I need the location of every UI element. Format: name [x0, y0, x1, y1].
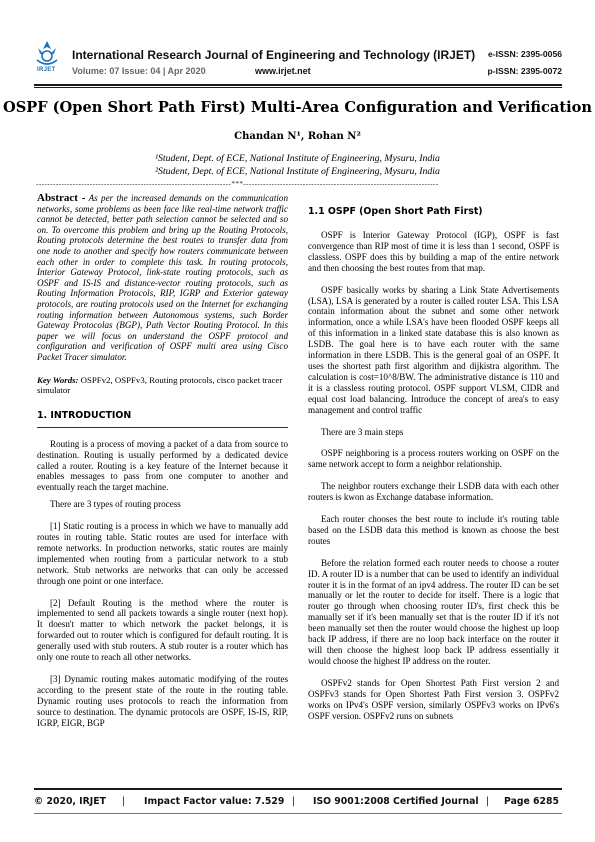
affiliation-2: ²Student, Dept. of ECE, National Institute of Engineering, Mysuru, India [155, 166, 440, 177]
header-divider [34, 84, 562, 86]
section-rule [37, 427, 288, 428]
footer-separator: | [292, 796, 296, 807]
paragraph: Routing is a process of moving a packet of a data from source to destination. Routing is usually performed by a dedicated device called a router. Routing is a key feature of the Internet because it enables messages to pass from one computer to another and eventually reach the target machine. [37, 438, 288, 493]
paragraph: OSPF neighboring is a process routers working on OSPF on the same network accept to form a neighbor relationship. [308, 448, 559, 470]
footer-copyright: © 2020, IRJET [34, 796, 106, 807]
p-issn: p-ISSN: 2395-0072 [487, 66, 562, 76]
paragraph: OSPFv2 stands for Open Shortest Path First version 2 and OSPFv3 stands for Open Shortest Path First version 3. OSPFv2 works on IPv4's OSPF version, similarly OSPFv3 works on IPv6's OSPF version. OSPFv2 runs on subnets [308, 677, 559, 721]
logo-text: IRJET [37, 67, 56, 73]
journal-url[interactable]: www.irjet.net [255, 66, 311, 76]
paragraph: OSPF basically works by sharing a Link State Advertisements (LSA), LSA is generated by a router is called router LSA. This LSA contain information about the subnet and some other network information, once a while LSA's have been flooded OSPF keeps all of this information in a linked state database this is also known as LSDB. The goal here is to have each router with the same information in there LSDB. This is the general goal of an OSPF. It uses the shortest path first algorithm and dijkistra algorithm. The calculation is cost=10^8/BW. The administrative distance is 110 and it is a classless routing protocol. OSPF support VLSM, CIDR and equal cost load balancing. Introduce the concept of area's to easy management and control traffic [308, 284, 559, 415]
paragraph: [3] Dynamic routing makes automatic modifying of the routes according to the present state of the route in the routing table. Dynamic routing uses protocols to reach the information from source to destination. The dynamic protocols are OSPF, IS-IS, RIP, IGRP, EIGR, BGP [37, 674, 288, 728]
right-column [308, 206, 559, 721]
footer-separator: | [122, 796, 126, 807]
paper-title: OSPF (Open Short Path First) Multi-Area Configuration and Verification [2, 99, 593, 116]
paragraph: Each router chooses the best route to include it's routing table based on the LSDB data this method is known as choose the best routes [308, 514, 559, 546]
paragraph: OSPF is Interior Gateway Protocol (IGP), OSPF is fast convergence than RIP most of time it is less than 1 second, OSPF is classless. OSPF does this by building a map of the entire network and then choosing the best routes from that map. [308, 230, 559, 273]
e-issn: e-ISSN: 2395-0056 [487, 49, 562, 59]
paragraph: Before the relation formed each router needs to choose a router ID. A router ID is a number that can be used to identify an individual router it is in the format of an ipv4 address. The router ID can be set manually or let the router to decide for itself. There is a logic that router go through when choosing router ID's, first check this be manually set if it's been manually set that is the router ID if it's not been manually set then the router would choose the highest up loop back IP address, if there are no loop back interface on the router it will then choose the highest loop back IP address essentially it would choose the highest IP address on the router. [308, 557, 559, 666]
abstract [37, 193, 288, 363]
paragraph: [1] Static routing is a process in which we have to manually add routes in routing table. Static routes are used for interface with remote networks. In production networks, static routes are mainly implemented when routing from a particular network to a stub network. Stub networks are networks that can only be accessed through one point or one interface. [37, 521, 288, 586]
left-column [37, 193, 288, 729]
keywords-label: Key Words: [37, 374, 79, 385]
journal-header [34, 40, 562, 82]
paper-authors: Chandan N¹, Rohan N² [234, 131, 361, 142]
footer-divider-thin [34, 813, 562, 814]
footer-separator: | [486, 796, 490, 807]
section-divider: ---------------------------------------------------------------------***--------------------------------------------------------------------- [36, 180, 439, 188]
section-heading-introduction: 1. INTRODUCTION [37, 409, 132, 421]
header-divider-thin [34, 87, 562, 88]
footer-page-number: Page 6285 [504, 796, 559, 807]
paragraph: There are 3 types of routing process [50, 499, 181, 510]
keywords-text: OSPFv2, OSPFv3, Routing protocols, cisco packet tracer simulator [37, 374, 283, 396]
paragraph: The neighbor routers exchange their LSDB data with each other routers is kwon as Exchange database information. [308, 481, 559, 503]
volume-issue: Volume: 07 Issue: 04 | Apr 2020 [72, 66, 206, 76]
footer-divider [34, 788, 562, 790]
section-heading-ospf: 1.1 OSPF (Open Short Path First) [308, 206, 483, 217]
journal-title: International Research Journal of Engineering and Technology (IRJET) [72, 48, 476, 62]
abstract-label: Abstract - [37, 192, 86, 204]
paragraph: There are 3 main steps [321, 426, 404, 437]
abstract-text: As per the increased demands on the communication networks, some problems as been face like real-time network traffic cannot be detected, better path selection cannot be selected and so on. To overcome this problem and bring up the Routing Protocols, Routing protocols determine the best routes to transfer data from one node to another and specify how routers communicate between each other in order to complete this task. In routing protocols, Interior Gateway Protocol, link-state routing protocols, such as OSPF and IS-IS and distance-vector routing protocols, such as Routing Information Protocols, RIP, IGRP and Exterior gateway protocols, are routing protocols used on the Internet for exchanging routing information between Autonomous systems, such Border Gateway Protocolas (BGP), Path Vector Routing Protocol. In this paper we will focus on understand the OSPF protocol and configuration and verification of OSPF multi area using Cisco Packet Tracer simulator. [37, 193, 288, 362]
keywords [37, 375, 288, 396]
footer-impact-factor: Impact Factor value: 7.529 [144, 796, 285, 807]
footer-iso: ISO 9001:2008 Certified Journal [313, 796, 479, 807]
affiliation-1: ¹Student, Dept. of ECE, National Institute of Engineering, Mysuru, India [155, 153, 440, 164]
paragraph: [2] Default Routing is the method where the router is implemented to send all packets towards a single router (next hop). It doesn't matter to which network the packet belongs, it is forwarded out to router which is configured for default routing. It is generally used with stub routers. A stub router is a router which has only one route to reach all other networks. [37, 597, 288, 663]
